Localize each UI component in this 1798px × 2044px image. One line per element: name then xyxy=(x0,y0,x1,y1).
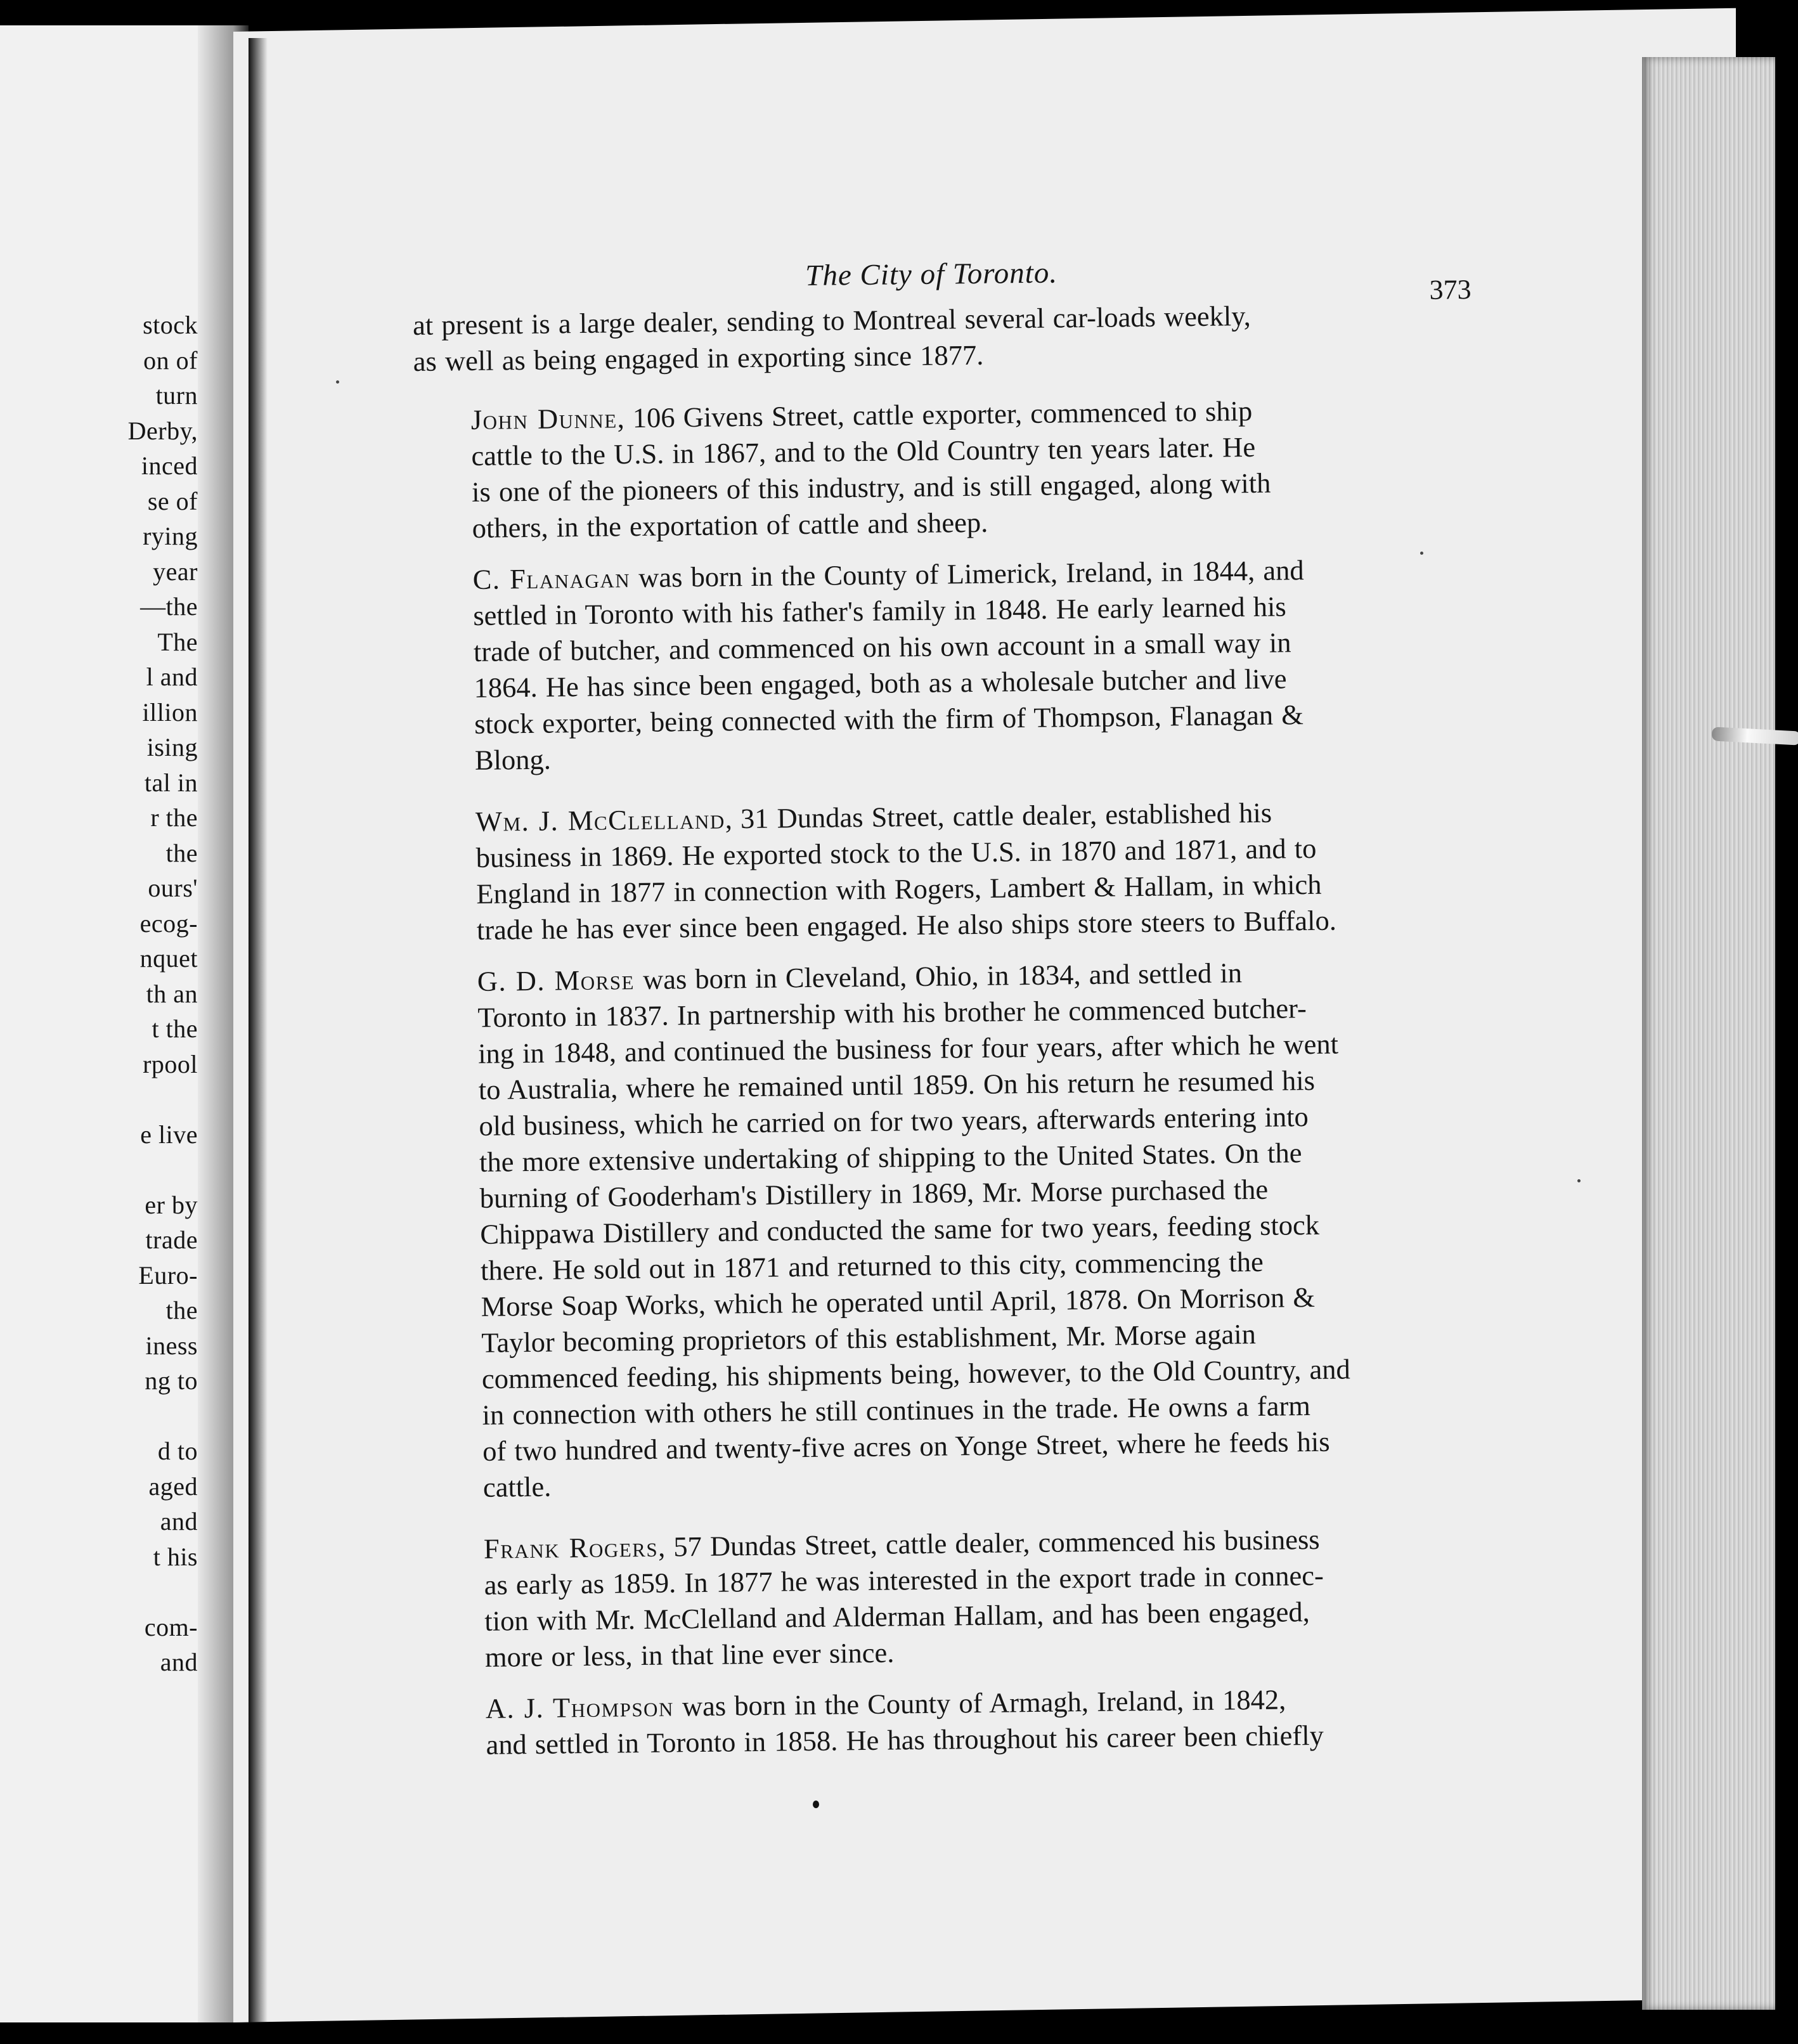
left-page-line: stock xyxy=(143,311,198,339)
left-page-line xyxy=(128,1152,198,1187)
left-page-line: th an xyxy=(146,979,198,1008)
entry-name: Wm. J. McClelland xyxy=(475,803,725,838)
left-page-line: trade xyxy=(145,1226,198,1254)
paragraph-text: , 31 Dundas Street, cattle dealer, established his business in 1869. He exported stock to the U.S. in 1870 and 1871, and to England in 1877 in connection with Rogers, Lambert & Hallam, in which trade he has ever since been engaged. He also ships store steers to Buffalo. xyxy=(475,796,1337,946)
speck xyxy=(1577,1179,1581,1182)
left-page-line: illion xyxy=(142,697,198,727)
left-page-line: The xyxy=(157,627,198,656)
paragraph-aj-thompson xyxy=(429,1679,1469,1764)
left-page-line: tal in xyxy=(144,768,198,797)
left-page-line: and xyxy=(160,1648,198,1676)
left-page-line: turn xyxy=(155,381,198,410)
left-page-line: l and xyxy=(146,663,198,691)
page-number: 373 xyxy=(1429,274,1471,306)
paragraph-text: , 106 Givens Street, cattle exporter, commenced to ship cattle to the U.S. in 1867, and to the Old Country ten years later. He is one of the pioneers of this industry, and is still engaged, along with others, in the exportation of cattle and sheep. xyxy=(471,394,1271,544)
paragraph-c-flanagan xyxy=(415,550,1458,779)
spine-shadow xyxy=(249,38,268,2022)
left-page-line: the xyxy=(165,1296,198,1324)
entry-name: A. J. Thompson xyxy=(485,1690,675,1724)
left-page-line: —the xyxy=(140,592,198,621)
paragraph-text: was born in Cleveland, Ohio, in 1834, and settled in Toronto in 1837. In partnership with his brother he commenced butcher- ing in 1848, and continued the business for four years, after which he went to Australia, where he remained until 1859. On his return he resumed his old business, which he carried on for two years, afterwards entering into the more extensive undertaking of shipping to the United States. On the burning of Gooderham's Distillery in 1869, Mr. Morse purchased the Chippawa Distillery and conducted the same for two years, feeding stock there. He sold out in 1871 and returned to this city, commencing the Morse Soap Works, which he operated until April, 1878. On Morrison & Taylor becoming proprietors of this establishment, Mr. Morse again commenced feeding, his shipments being, however, to the Old Country, and in connection with others he still continues in the trade. He owns a farm of two hundred and twenty-five acres on Yonge Street, where he feeds his cattle. xyxy=(477,957,1350,1503)
left-page-text xyxy=(128,307,198,1680)
printed-dot xyxy=(813,1801,819,1808)
paragraph-text: at present is a large dealer, sending to Montreal several car-loads weekly, as well as being engaged in exporting since 1877. xyxy=(412,300,1251,377)
left-page-line: Euro- xyxy=(138,1260,198,1290)
left-page-line: ising xyxy=(146,733,198,761)
left-page-line: rying xyxy=(143,522,198,550)
left-page-line: aged xyxy=(148,1472,198,1501)
left-page-line: ours' xyxy=(148,874,198,902)
entry-name: Frank Rogers xyxy=(483,1530,659,1565)
left-page-line: inced xyxy=(141,451,198,480)
left-page-line: nquet xyxy=(139,944,198,973)
speck xyxy=(336,380,339,384)
page-edges xyxy=(1642,57,1775,2010)
left-page-line: on of xyxy=(143,346,198,375)
paragraph-frank-rogers xyxy=(427,1520,1468,1676)
left-page-line xyxy=(128,1082,198,1117)
entry-name: C. Flanagan xyxy=(472,562,631,595)
paragraph-text: , 57 Dundas Street, cattle dealer, commenced his business as early as 1859. In 1877 he was interested in the export trade in connec- tion with Mr. McClelland and Alderman Hallam, and has been engaged, more or less, in that line ever since. xyxy=(484,1523,1324,1673)
entry-name: John Dunne xyxy=(470,402,618,436)
running-head-title: The City of Toronto. xyxy=(805,256,1058,292)
paragraph-wm-mcclelland xyxy=(418,792,1459,949)
left-page-line: Derby, xyxy=(127,416,198,445)
speck xyxy=(1420,552,1423,555)
paragraph-text: was born in the County of Limerick, Ireland, in 1844, and settled in Toronto with his father's family in 1848. He early learned his trade of butcher, and commenced on his own account in a small way in 1864. He has since been engaged, both as a wholesale butcher and live stock exporter, being connected with the firm of Thompson, Flanagan & Blong. xyxy=(473,554,1304,776)
left-page-line: ng to xyxy=(145,1366,198,1395)
left-page-line: ecog- xyxy=(139,909,198,938)
left-page-line: t his xyxy=(153,1542,198,1571)
left-page-line: r the xyxy=(150,803,198,832)
paragraph-gd-morse xyxy=(420,952,1466,1506)
left-page-line: e live xyxy=(140,1120,198,1149)
left-page-line: se of xyxy=(147,486,198,515)
entry-name: G. D. Morse xyxy=(477,964,635,997)
left-page-line: er by xyxy=(145,1190,198,1219)
page-content xyxy=(412,251,1469,1778)
left-page-line: the xyxy=(165,838,198,867)
left-page-line: t the xyxy=(152,1014,198,1043)
left-page-line: rpool xyxy=(143,1049,198,1078)
left-page-line xyxy=(128,1399,198,1434)
left-page-line: year xyxy=(153,557,198,586)
left-page-line: and xyxy=(160,1507,198,1536)
left-page-line xyxy=(128,1574,198,1610)
paragraph-john-dunne xyxy=(413,391,1454,547)
left-page-line: d to xyxy=(157,1437,198,1465)
left-page-line: iness xyxy=(145,1331,198,1360)
paragraph-text: was born in the County of Armagh, Ireland, in 1842, and settled in Toronto in 1858. He has throughout his career been chiefly xyxy=(486,1683,1324,1761)
left-page-line: com- xyxy=(144,1612,198,1641)
